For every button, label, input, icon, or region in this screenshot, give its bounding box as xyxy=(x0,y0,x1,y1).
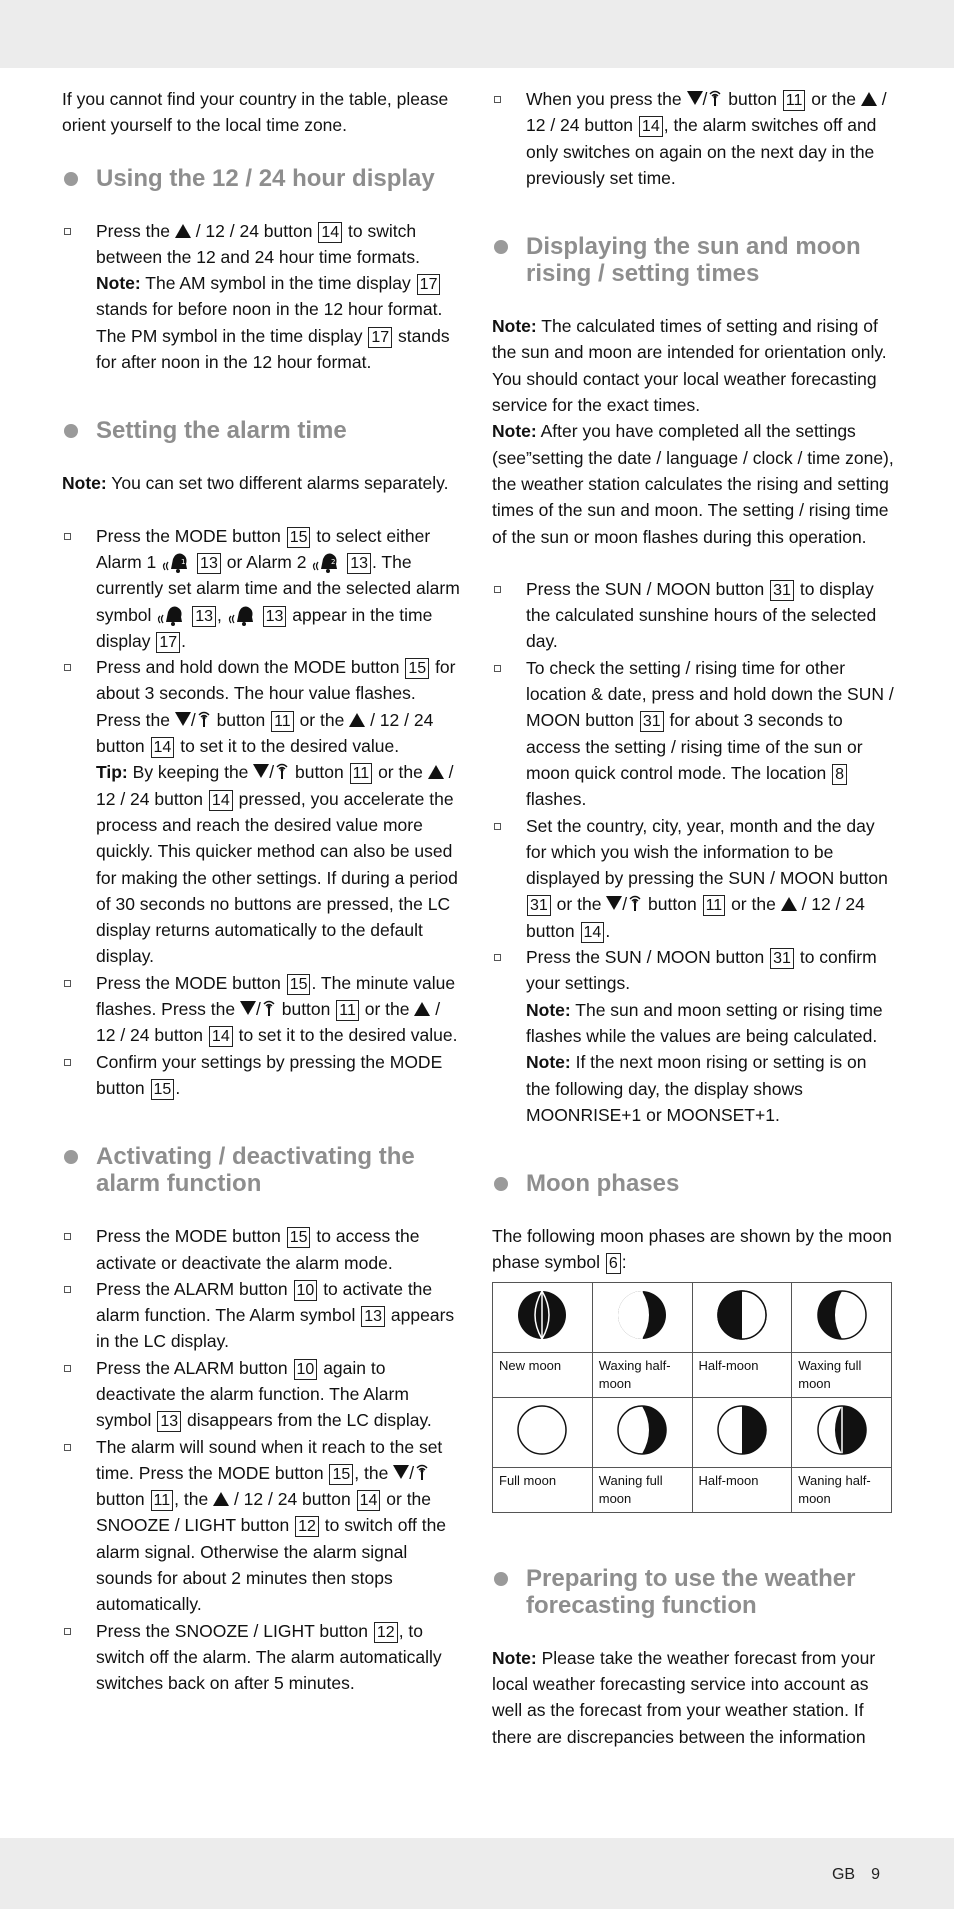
ref-number: 14 xyxy=(357,1490,381,1511)
ref-number: 10 xyxy=(294,1280,318,1301)
alarm-bell-1-icon xyxy=(156,602,186,626)
ref-number: 14 xyxy=(639,116,663,137)
ref-number: 11 xyxy=(783,90,806,111)
bullet-dot-icon xyxy=(494,1572,508,1586)
bullet-dot-icon xyxy=(494,240,508,254)
moon-intro: The following moon phases are shown by the moon phase symbol 6 : xyxy=(492,1226,892,1273)
ref-number: 13 xyxy=(157,1411,181,1432)
phase-label: Waning full moon xyxy=(592,1467,692,1512)
heading-alarm-time: Setting the alarm time xyxy=(62,417,462,444)
phase-label: New moon xyxy=(493,1352,593,1397)
ref-number: 6 xyxy=(606,1253,621,1274)
up-triangle-icon xyxy=(175,224,191,238)
list-alarm xyxy=(62,523,462,1102)
ref-number: 14 xyxy=(151,737,175,758)
ref-number: 13 xyxy=(361,1306,385,1327)
svg-text:1: 1 xyxy=(181,557,186,566)
checkbox-square-icon xyxy=(494,954,501,961)
heading-12-24-display: Using the 12 / 24 hour display xyxy=(62,165,462,192)
bullet-dot-icon xyxy=(64,1150,78,1164)
list-activate xyxy=(62,1223,462,1696)
bullet-dot-icon xyxy=(64,172,78,186)
ref-number: 17 xyxy=(368,327,392,348)
list-sun-moon xyxy=(492,576,894,1128)
ref-number: 13 xyxy=(197,553,221,574)
phase-label: Half-moon xyxy=(692,1352,792,1397)
checkbox-square-icon xyxy=(494,665,501,672)
checkbox-square-icon xyxy=(64,980,71,987)
ref-number: 13 xyxy=(263,606,287,627)
waning-half-moon-icon xyxy=(792,1397,892,1467)
phase-label: Half-moon xyxy=(692,1467,792,1512)
ref-number: 15 xyxy=(287,974,311,995)
down-triangle-icon xyxy=(240,1001,256,1015)
moon-phase-table xyxy=(492,1282,892,1513)
phase-label: Full moon xyxy=(493,1467,593,1512)
ref-number: 11 xyxy=(336,1000,359,1021)
checkbox-square-icon xyxy=(64,533,71,540)
heading-sun-moon: Displaying the sun and moon rising / setting times xyxy=(492,233,894,287)
antenna-icon xyxy=(707,89,723,107)
checkbox-square-icon xyxy=(64,1286,71,1293)
list-alarm-continued xyxy=(492,86,894,191)
ref-number: 11 xyxy=(703,895,726,916)
ref-number: 11 xyxy=(151,1490,174,1511)
list-item: Press the ALARM button 10 again to deactivate the alarm function. The Alarm symbol 13 disappears from the LC display. xyxy=(62,1355,462,1434)
checkbox-square-icon xyxy=(64,1444,71,1451)
ref-number: 11 xyxy=(350,763,373,784)
list-item: When you press the / button 11 or the / 12 / 24 button 14 , the alarm switches off and only switches on again on the next day in the previously set time. xyxy=(492,86,894,191)
checkbox-square-icon xyxy=(64,1059,71,1066)
up-triangle-icon xyxy=(349,713,365,727)
footer-page-number: 9 xyxy=(871,1866,880,1883)
list-item: Press the ALARM button 10 to activate the alarm function. The Alarm symbol 13 appears in the LC display. xyxy=(62,1276,462,1355)
ref-number: 15 xyxy=(151,1079,175,1100)
left-column xyxy=(62,86,462,1697)
ref-number: 15 xyxy=(329,1464,353,1485)
list-item: The alarm will sound when it reach to the set time. Press the MODE button 15 , the / button 11 , the / 12 / 24 button 14 or the SNOOZE / LIGHT button 12 to switch off the alarm signal. Otherwise the alarm signal sounds for about 2 minutes then stops automatically. xyxy=(62,1434,462,1618)
up-triangle-icon xyxy=(428,765,444,779)
ref-number: 31 xyxy=(770,580,794,601)
half-moon-icon xyxy=(692,1282,792,1352)
forecast-note: Note: Please take the weather forecast from your local weather forecasting service into account as well as the forecast from your weather station. If there are discrepancies between the information xyxy=(492,1647,876,1747)
waxing-half-moon-icon xyxy=(592,1282,692,1352)
heading-weather-forecast: Preparing to use the weather forecasting function xyxy=(492,1565,894,1619)
up-triangle-icon xyxy=(781,897,797,911)
ref-number: 31 xyxy=(640,711,664,732)
phase-label: Waxing half-moon xyxy=(592,1352,692,1397)
intro-text: If you cannot find your country in the table, please orient yourself to the local time zone. xyxy=(62,89,449,136)
down-triangle-icon xyxy=(606,896,622,910)
list-item: Press the MODE button 15 to access the activate or deactivate the alarm mode. xyxy=(62,1223,462,1276)
checkbox-square-icon xyxy=(64,664,71,671)
bullet-dot-icon xyxy=(64,424,78,438)
ref-number: 8 xyxy=(832,764,847,785)
up-triangle-icon xyxy=(861,92,877,106)
list-item: Set the country, city, year, month and the day for which you wish the information to be displayed by pressing the SUN / MOON button 31 or the / button 11 or the / 12 / 24 button 14 . xyxy=(492,813,894,944)
page-footer xyxy=(816,1866,880,1884)
list-item: Press the SUN / MOON button 31 to confirm your settings. Note: The sun and moon setting or rising time flashes while the values are being calculated. Note: If the next moon rising or setting is on the following day, the display shows MOONRISE+1 or MOONSET+1. xyxy=(492,944,894,1128)
ref-number: 14 xyxy=(209,790,233,811)
ref-number: 14 xyxy=(209,1026,233,1047)
list-item: Press and hold down the MODE button 15 for about 3 seconds. The hour value flashes. Press the / button 11 or the / 12 / 24 button 14 to set it to the desired value. Tip: By keeping the / button 11 or the / 12 / 24 button 14 pressed, you accelerate the process and reach the desired value more quickly. This quicker method can also be used for making the other settings. If during a period of 30 seconds no buttons are pressed, the LC display returns automatically to the default display. xyxy=(62,654,462,970)
ref-number: 12 xyxy=(295,1516,319,1537)
list-item: Press the / 12 / 24 button 14 to switch between the 12 and 24 hour time formats. Note: The AM symbol in the time display 17 stands for before noon in the 12 hour format. The PM symbol in the time display 17 stands for after noon in the 12 hour format. xyxy=(62,218,462,376)
ref-number: 15 xyxy=(405,658,429,679)
list-item: Confirm your settings by pressing the MODE button 15 . xyxy=(62,1049,462,1102)
full-moon-icon xyxy=(493,1397,593,1467)
ref-number: 17 xyxy=(156,632,180,653)
list-item: Press the SNOOZE / LIGHT button 12 , to switch off the alarm. The alarm automatically switches back on after 5 minutes. xyxy=(62,1618,462,1697)
list-item: Press the MODE button 15 . The minute value flashes. Press the / button 11 or the / 12 / 24 button 14 to set it to the desired value. xyxy=(62,970,462,1049)
ref-number: 15 xyxy=(287,527,311,548)
ref-number: 31 xyxy=(770,948,794,969)
phase-label: Waning half-moon xyxy=(792,1467,892,1512)
heading-moon-phases: Moon phases xyxy=(492,1170,894,1197)
sun-note-1: Note: The calculated times of setting and rising of the sun and moon are intended for orientation only. You should contact your local weather forecasting service for the exact times. xyxy=(492,316,887,416)
antenna-icon xyxy=(414,1463,430,1481)
alarm-bell-2-icon xyxy=(311,549,341,573)
footer-language: GB xyxy=(831,1866,856,1883)
ref-number: 31 xyxy=(527,895,551,916)
down-triangle-icon xyxy=(175,712,191,726)
up-triangle-icon xyxy=(213,1492,229,1506)
sun-note-2: Note: After you have completed all the settings (see”setting the date / language / clock / time zone), the weather station calculates the rising and setting times of the sun and moon. The setting / rising time of the sun or moon flashes during this operation. xyxy=(492,421,894,547)
checkbox-square-icon xyxy=(64,1628,71,1635)
checkbox-square-icon xyxy=(64,228,71,235)
antenna-icon xyxy=(627,894,643,912)
ref-number: 15 xyxy=(287,1227,311,1248)
checkbox-square-icon xyxy=(64,1365,71,1372)
list-item: Press the SUN / MOON button 31 to display the calculated sunshine hours of the selected day. xyxy=(492,576,894,655)
checkbox-square-icon xyxy=(494,586,501,593)
checkbox-square-icon xyxy=(494,96,501,103)
antenna-icon xyxy=(274,762,290,780)
bottom-band xyxy=(0,1838,954,1909)
list-item: To check the setting / rising time for other location & date, press and hold down the SUN / MOON button 31 for about 3 seconds to access the setting / rising time of the sun or moon quick control mode. The location 8 flashes. xyxy=(492,655,894,813)
alarm-bell-2-icon xyxy=(227,602,257,626)
phase-label: Waxing full moon xyxy=(792,1352,892,1397)
up-triangle-icon xyxy=(414,1002,430,1016)
ref-number: 17 xyxy=(417,274,441,295)
list-item: Press the MODE button 15 to select either Alarm 1 1 13 or Alarm 2 2 13 . The currently set alarm time and the selected alarm symbol 13 , 13 appear in the time display 17 . xyxy=(62,523,462,654)
list-12-24 xyxy=(62,218,462,376)
ref-number: 14 xyxy=(581,922,605,943)
ref-number: 13 xyxy=(347,553,371,574)
ref-number: 13 xyxy=(192,606,216,627)
alarm-note: Note: You can set two different alarms separately. xyxy=(62,473,449,494)
ref-number: 11 xyxy=(271,711,294,732)
ref-number: 10 xyxy=(294,1359,318,1380)
alarm-bell-1-icon xyxy=(161,549,191,573)
antenna-icon xyxy=(196,710,212,728)
bullet-dot-icon xyxy=(494,1177,508,1191)
ref-number: 14 xyxy=(318,222,342,243)
top-band xyxy=(0,0,954,68)
waning-full-moon-icon xyxy=(592,1397,692,1467)
ref-number: 12 xyxy=(374,1622,398,1643)
heading-activate-alarm: Activating / deactivating the alarm function xyxy=(62,1143,462,1197)
down-triangle-icon xyxy=(253,764,269,778)
antenna-icon xyxy=(261,999,277,1017)
down-triangle-icon xyxy=(687,91,703,105)
checkbox-square-icon xyxy=(494,823,501,830)
svg-text:2: 2 xyxy=(331,557,336,566)
right-column xyxy=(492,86,894,1750)
down-triangle-icon xyxy=(393,1465,409,1479)
checkbox-square-icon xyxy=(64,1233,71,1240)
new-moon-icon xyxy=(493,1282,593,1352)
half-moon-icon xyxy=(692,1397,792,1467)
waxing-full-moon-icon xyxy=(792,1282,892,1352)
